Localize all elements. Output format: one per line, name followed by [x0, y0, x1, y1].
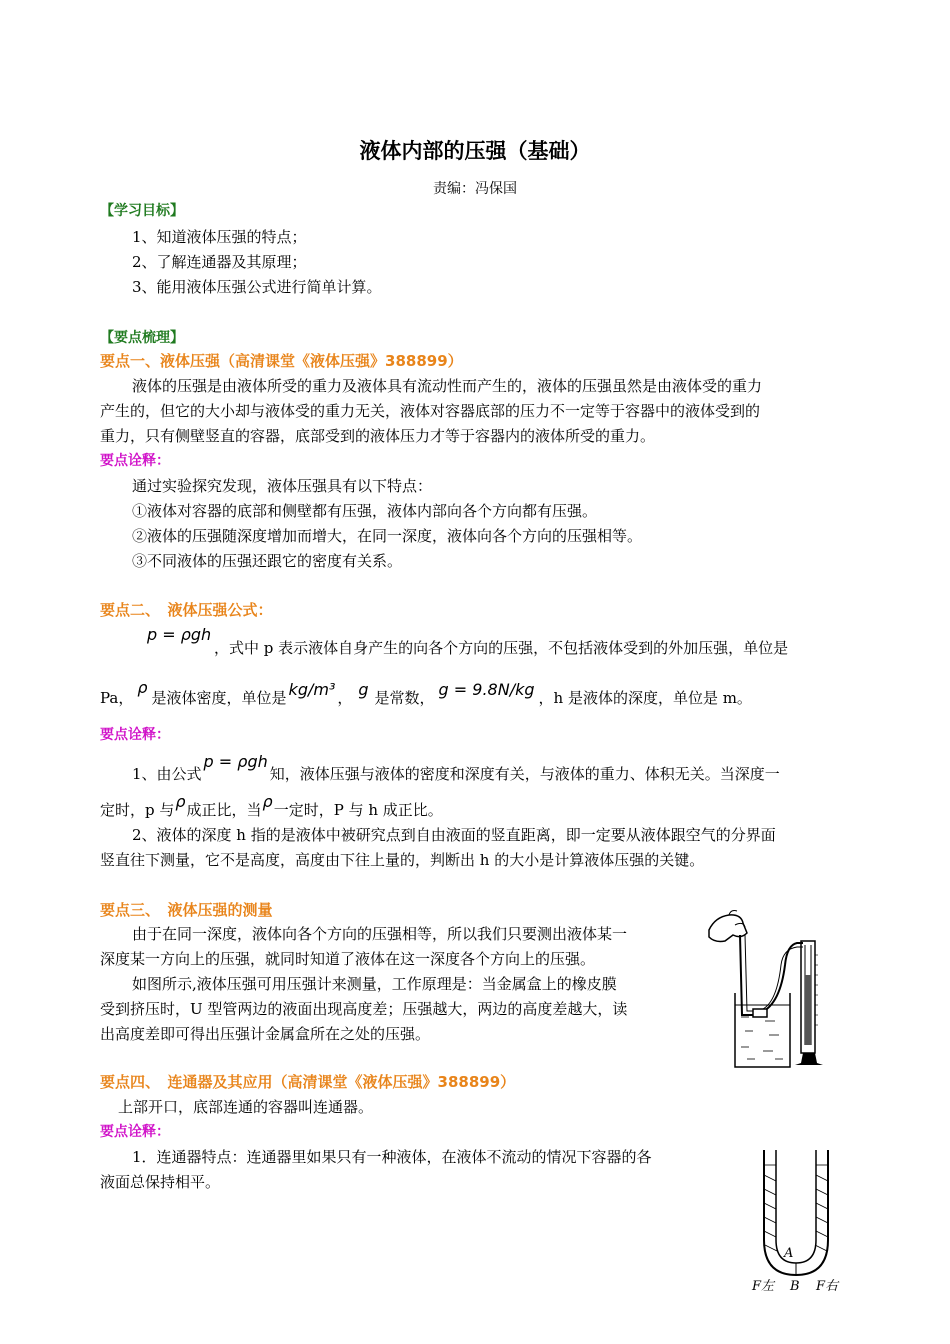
force-left-label: F左: [752, 1279, 775, 1294]
point4-heading: [100, 1071, 515, 1093]
point3-line: 深度某一方向上的压强，就同时知道了液体在这一深度各个方向上的压强。: [100, 950, 596, 968]
point3-heading: 要点三、 液体压强的测量: [100, 901, 273, 919]
connected-vessel-figure: [750, 1145, 850, 1295]
formula-pressure: p = ρgh: [147, 625, 212, 644]
point2-heading: 要点二、 液体压强公式：: [100, 601, 273, 619]
rho-symbol: ρ: [175, 792, 186, 811]
text: ，h 是液体的深度，单位是 m。: [538, 689, 752, 707]
editor-line: 责编：冯保国: [433, 181, 517, 197]
point4-note-line: 1．连通器特点：连通器里如果只有一种液体，在液体不流动的情况下容器的各: [132, 1148, 652, 1166]
goals-heading: 【学习目标】: [100, 203, 184, 219]
rho-symbol: ρ: [262, 792, 273, 811]
point1-paragraph-line: 液体的压强是由液体所受的重力及液体具有流动性而产生的，液体的压强虽然是由液体受的重力: [132, 377, 763, 395]
point1-note-line: 通过实验探究发现，液体压强具有以下特点：: [132, 477, 433, 495]
goal-item: 2、了解连通器及其原理；: [132, 253, 307, 271]
point3-line: 由于在同一深度，液体向各个方向的压强相等，所以我们只要测出液体某一: [132, 925, 628, 943]
summary-heading: 【要点梳理】: [100, 330, 184, 346]
pressure-gauge-figure: [705, 905, 830, 1075]
point1-note-line: ②液体的压强随深度增加而增大，在同一深度，液体向各个方向的压强相等。: [132, 527, 643, 545]
rho-symbol: ρ: [137, 678, 148, 697]
text: 知，液体压强与液体的密度和深度有关，与液体的重力、体积无关。当深度一: [269, 765, 780, 783]
point3-line: 受到挤压时，U 型管两边的液面出现高度差；压强越大，两边的高度差越大，读: [100, 1000, 628, 1018]
formula-pressure-inline: p = ρgh: [203, 752, 268, 771]
point3-line: 如图所示,液体压强可用压强计来测量，工作原理是：当金属盒上的橡皮膜: [132, 975, 617, 993]
goal-item: 3、能用液体压强公式进行简单计算。: [132, 278, 382, 296]
point-a-label: A: [784, 1246, 794, 1261]
point2-note-line: 竖直往下测量，它不是高度，高度由下往上量的，判断出 h 的大小是计算液体压强的关键。: [100, 851, 705, 869]
text: ，: [337, 689, 353, 707]
point2-note-line: 2、液体的深度 h 指的是液体中被研究点到自由液面的竖直距离，即一定要从液体跟空气的分界面: [132, 826, 776, 844]
point2-note-line: [100, 792, 443, 821]
point1-note-line: ①液体对容器的底部和侧壁都有压强，液体内部向各个方向都有压强。: [132, 502, 598, 520]
point2-line-2: [100, 678, 752, 709]
text: 1、由公式: [132, 765, 202, 783]
g-value: g = 9.8N/kg: [438, 680, 535, 699]
point1-title: 要点一、液体压强: [100, 352, 221, 370]
text: 是液体密度，单位是: [151, 689, 287, 707]
text: Pa，: [100, 689, 134, 707]
point4-title: 要点四、 连通器及其应用: [100, 1073, 273, 1091]
point1-note-line: ③不同液体的压强还跟它的密度有关系。: [132, 552, 403, 570]
point2-note-line: [132, 752, 780, 785]
point3-line: 出高度差即可得出压强计金属盒所在之处的压强。: [100, 1025, 431, 1043]
force-right-label: F右: [816, 1279, 839, 1294]
point1-paragraph-line: 重力，只有侧壁竖直的容器，底部受到的液体压力才等于容器内的液体所受的重力。: [100, 427, 656, 445]
density-unit: kg/m³: [288, 680, 336, 699]
point1-paragraph-line: 产生的，但它的大小却与液体受的重力无关，液体对容器底部的压力不一定等于容器中的液体受到的: [100, 402, 761, 420]
point4-ref: （高清课堂《液体压强》388899）: [272, 1073, 516, 1091]
text: 一定时，P 与 h 成正比。: [273, 801, 443, 819]
point1-note-heading: 要点诠释：: [100, 453, 170, 469]
point1-ref: （高清课堂《液体压强》388899）: [220, 352, 463, 370]
point1-heading: [100, 350, 463, 372]
text: 是常数，: [374, 689, 435, 707]
text: 成正比，当: [186, 801, 262, 819]
point2-line: ，式中 p 表示液体自身产生的向各个方向的压强，不包括液体受到的外加压强，单位是: [214, 639, 789, 657]
g-symbol: g: [358, 680, 369, 699]
point4-note-heading: 要点诠释：: [100, 1124, 170, 1140]
point4-note-line: 液面总保持相平。: [100, 1173, 221, 1191]
goal-item: 1、知道液体压强的特点；: [132, 228, 307, 246]
text: 定时，p 与: [100, 801, 175, 819]
point4-line: 上部开口，底部连通的容器叫连通器。: [118, 1098, 374, 1116]
point2-note-heading: 要点诠释：: [100, 727, 170, 743]
page-title: 液体内部的压强（基础）: [359, 138, 591, 163]
point-b-label: B: [790, 1279, 800, 1294]
